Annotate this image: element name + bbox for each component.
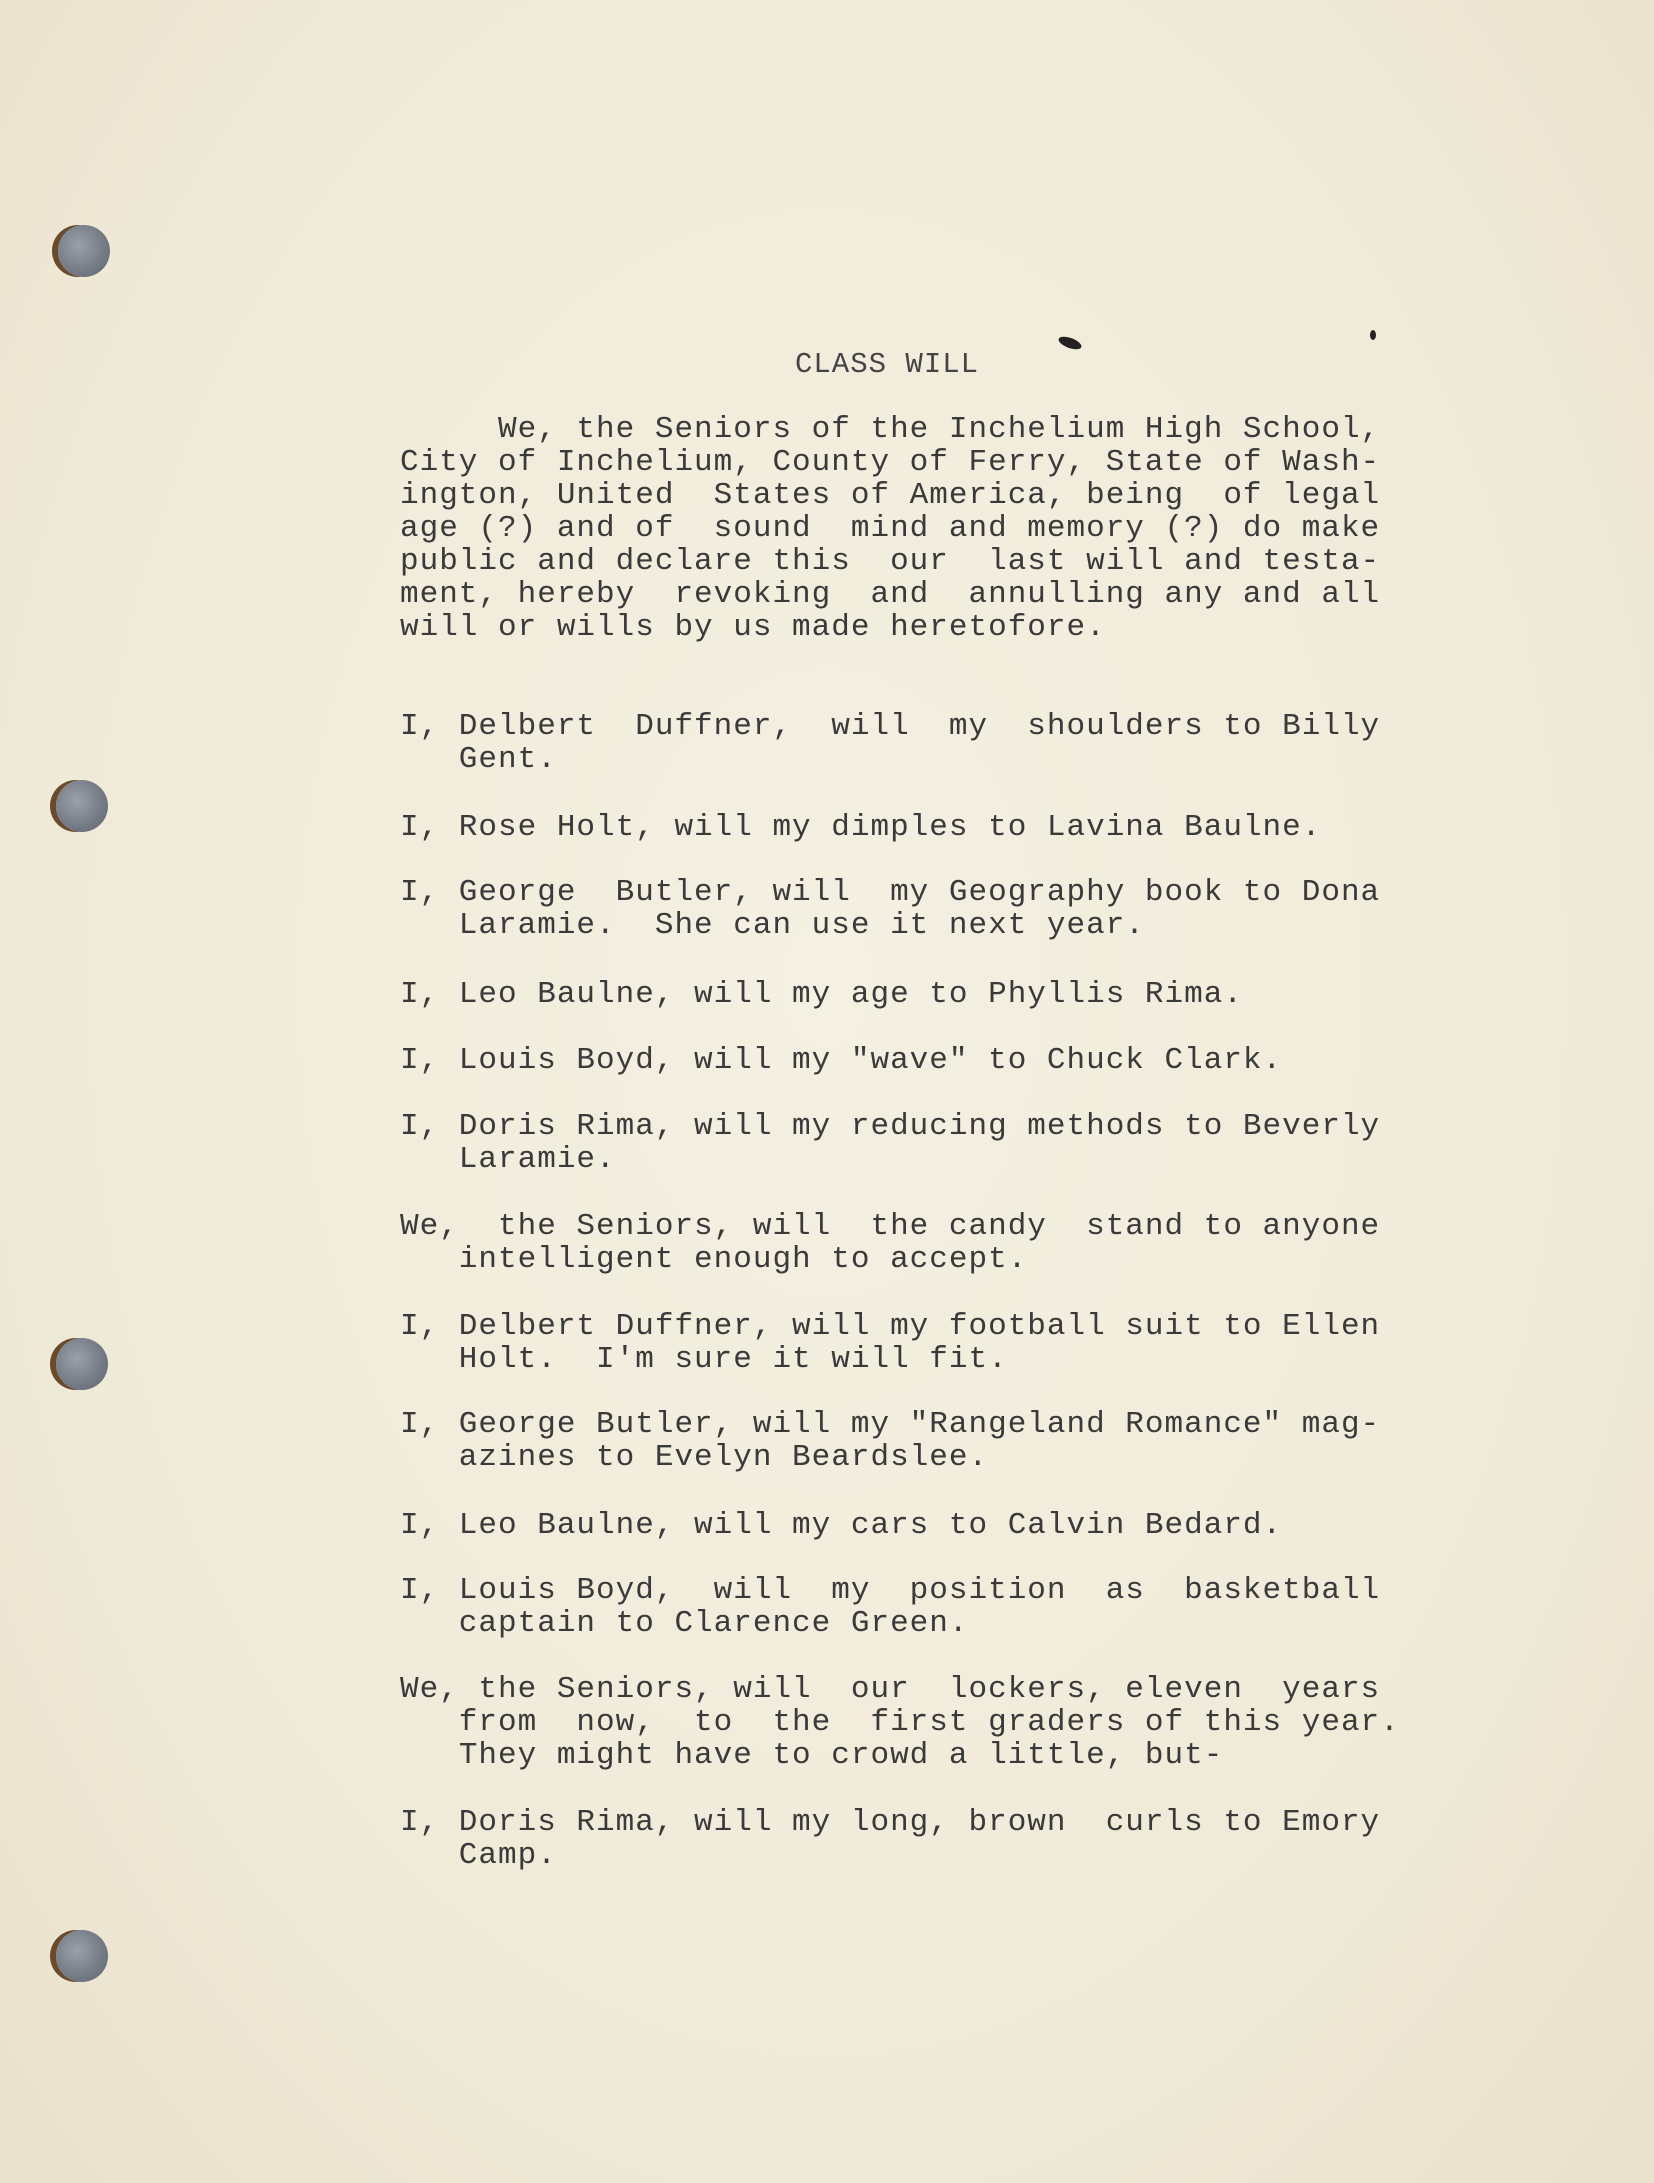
punch-hole: [56, 780, 108, 832]
punch-hole: [58, 225, 110, 277]
bequest-item: I, Doris Rima, will my long, brown curls to Emory Camp.: [400, 1805, 1381, 1873]
bequest-item: I, George Butler, will my "Rangeland Romance" mag- azines to Evelyn Beardslee.: [400, 1407, 1381, 1475]
ink-blot: [1370, 330, 1376, 340]
bequest-item: I, Delbert Duffner, will my football suit to Ellen Holt. I'm sure it will fit.: [400, 1309, 1381, 1377]
bequest-item: I, Leo Baulne, will my cars to Calvin Bedard.: [400, 1508, 1283, 1543]
bequest-item: I, Louis Boyd, will my position as basketball captain to Clarence Green.: [400, 1573, 1381, 1641]
bequest-item: I, Louis Boyd, will my "wave" to Chuck Clark.: [400, 1043, 1283, 1078]
document-title: CLASS WILL: [795, 348, 980, 381]
preamble-paragraph: We, the Seniors of the Inchelium High School, City of Inchelium, County of Ferry, State of Wash- ington, United States of America, being of legal age (?) and of sound mind and memory (?) do make public and declare this our last will and testa- ment, hereby revoking and annulling any and all will or wills by us made heretofore.: [400, 412, 1381, 645]
punch-hole: [56, 1338, 108, 1390]
bequest-item: I, Rose Holt, will my dimples to Lavina Baulne.: [400, 810, 1322, 845]
bequest-item: I, George Butler, will my Geography book to Dona Laramie. She can use it next year.: [400, 875, 1381, 943]
bequest-item: I, Leo Baulne, will my age to Phyllis Rima.: [400, 977, 1243, 1012]
bequest-item: I, Delbert Duffner, will my shoulders to Billy Gent.: [400, 709, 1381, 777]
bequest-item: We, the Seniors, will our lockers, eleven years from now, to the first graders of this year. They might have to crowd a little, but-: [400, 1672, 1400, 1773]
punch-hole: [56, 1930, 108, 1982]
bequest-item: I, Doris Rima, will my reducing methods to Beverly Laramie.: [400, 1109, 1381, 1177]
ink-blot: [1057, 334, 1083, 352]
bequest-item: We, the Seniors, will the candy stand to anyone intelligent enough to accept.: [400, 1209, 1381, 1277]
